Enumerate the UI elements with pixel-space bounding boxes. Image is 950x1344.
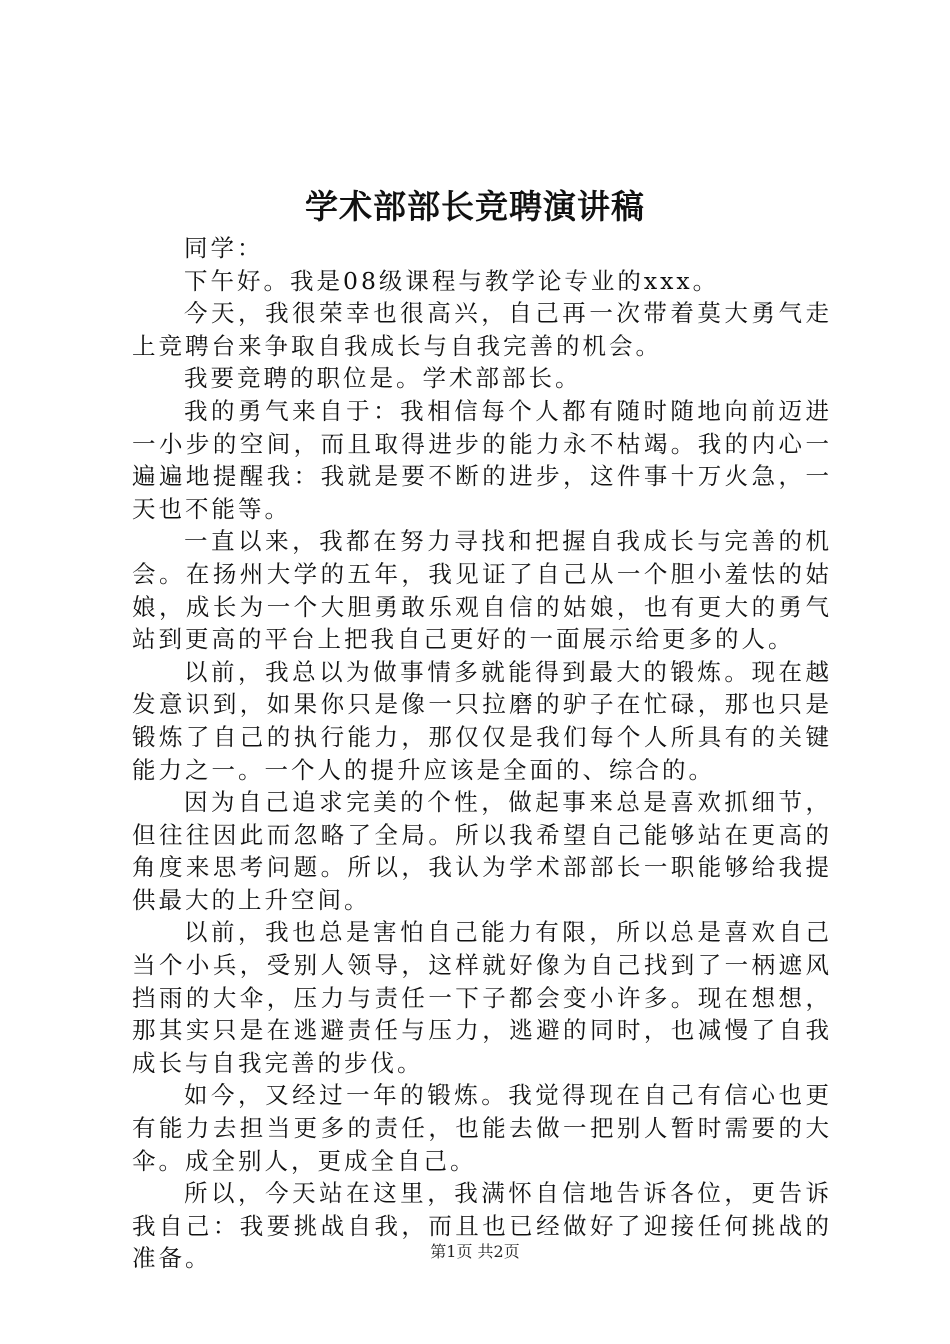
paragraph: 因为自己追求完美的个性，做起事来总是喜欢抓细节，但往往因此而忽略了全局。所以我希望自己能够站在更高的角度来思考问题。所以，我认为学术部部长一职能够给我提供最大的上升空间。 bbox=[132, 788, 832, 914]
page-footer: 第1页 共2页 bbox=[430, 1242, 520, 1261]
paragraph: 我要竞聘的职位是。学术部部长。 bbox=[184, 364, 582, 393]
paragraph: 所以，今天站在这里，我满怀自信地告诉各位，更告诉我自己：我要挑战自我，而且也已经做好了迎接任何挑战的准备。 bbox=[132, 1179, 832, 1273]
paragraph: 一直以来，我都在努力寻找和把握自我成长与完善的机会。在扬州大学的五年，我见证了自己从一个胆小羞怯的姑娘，成长为一个大胆勇敢乐观自信的姑娘，也有更大的勇气站到更高的平台上把我自己更好的一面展示给更多的人。 bbox=[132, 527, 832, 654]
paragraph-greeting: 下午好。我是08级课程与教学论专业的xxx。 bbox=[184, 266, 720, 295]
document-title: 学术部部长竞聘演讲稿 bbox=[305, 187, 645, 226]
document-body bbox=[132, 232, 832, 1275]
paragraph: 今天，我很荣幸也很高兴，自己再一次带着莫大勇气走上竞聘台来争取自我成长与自我完善的机会。 bbox=[132, 299, 832, 360]
paragraph-salutation: 同学： bbox=[184, 234, 264, 262]
paragraph: 以前，我总以为做事情多就能得到最大的锻炼。现在越发意识到，如果你只是像一只拉磨的驴子在忙碌，那也只是锻炼了自己的执行能力，那仅仅是我们每个人所具有的关键能力之一。一个人的提升应该是全面的、综合的。 bbox=[132, 657, 832, 784]
paragraph: 如今，又经过一年的锻炼。我觉得现在自己有信心也更有能力去担当更多的责任，也能去做一把别人暂时需要的大伞。成全别人，更成全自己。 bbox=[132, 1081, 832, 1175]
paragraph: 我的勇气来自于：我相信每个人都有随时随地向前迈进一小步的空间，而且取得进步的能力永不枯竭。我的内心一遍遍地提醒我：我就是要不断的进步，这件事十万火急，一天也不能等。 bbox=[132, 396, 832, 523]
paragraph: 以前，我也总是害怕自己能力有限，所以总是喜欢自己当个小兵，受别人领导，这样就好像为自己找到了一柄遮风挡雨的大伞，压力与责任一下子都会变小许多。现在想想，那其实只是在逃避责任与压力，逃避的同时，也减慢了自我成长与自我完善的步伐。 bbox=[132, 918, 832, 1077]
